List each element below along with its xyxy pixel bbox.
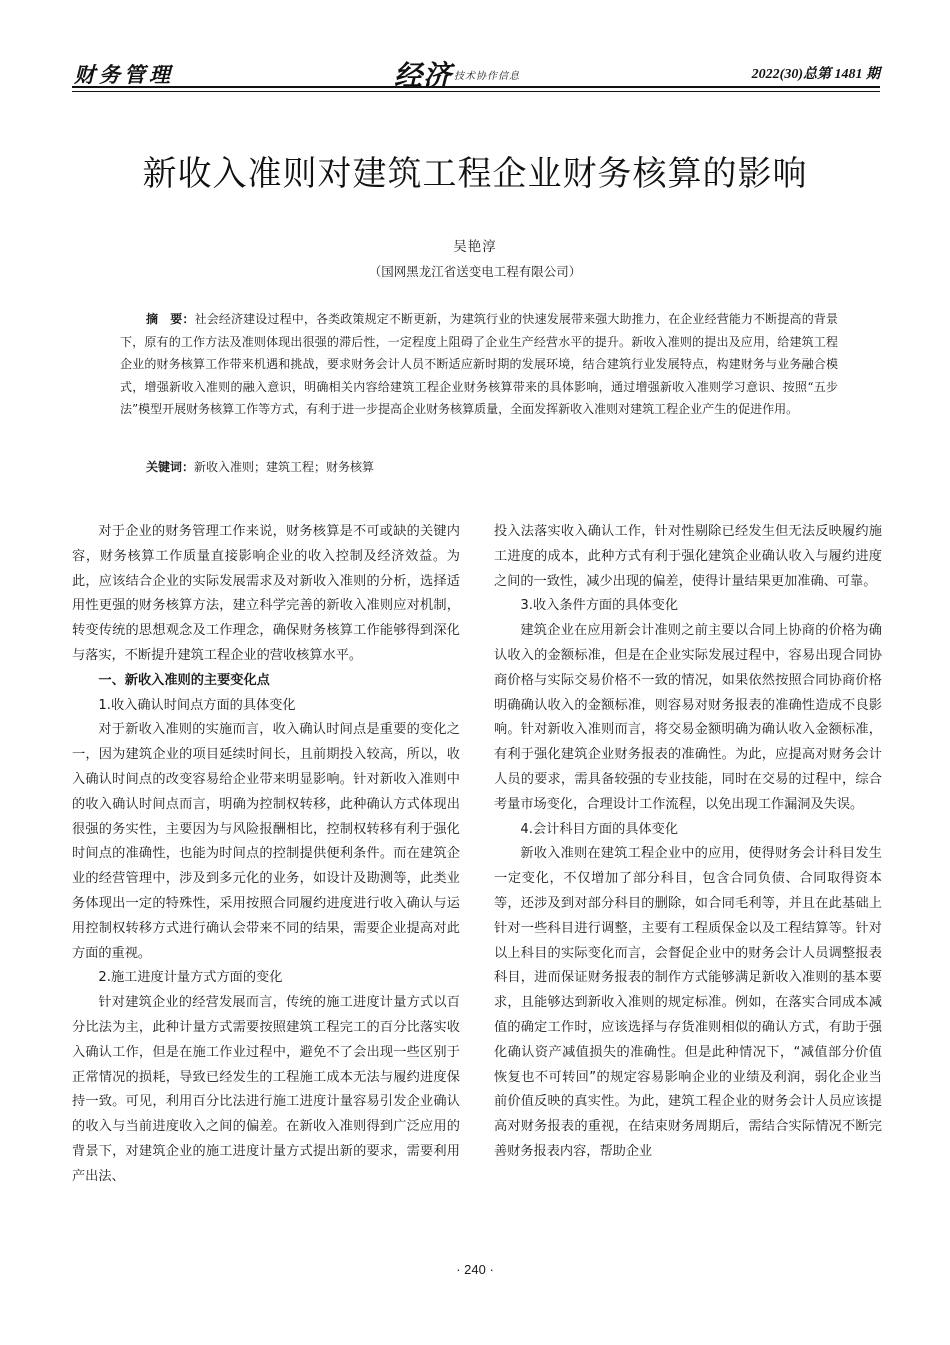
running-header bbox=[72, 56, 880, 92]
subheading-4: 4.会计科目方面的具体变化 bbox=[520, 821, 679, 837]
paragraph-2: 针对建筑企业的经营发展而言，传统的施工进度计量方式以百分比法为主，此种计量方式需要按照建筑工程完工的百分比落实收入确认工作，但是在施工作业过程中，避免不了会出现一些区别于正常情况的损耗，导致已经发生的工程施工成本无法与履约进度保持一致。可见，利用百分比法进行施工进度计量容易引发企业确认的收入与当前进度收入之间的偏差。在新收入准则得到广泛应用的背景下，对建筑企业的施工进度计量方式提出新的要求，需要利用产出法、 bbox=[72, 995, 460, 1184]
intro-paragraph: 对于企业的财务管理工作来说，财务核算是不可或缺的关键内容，财务核算工作质量直接影响企业的收入控制及经济效益。为此，应该结合企业的实际发展需求及对新收入准则的分析，选择适用性更强的财务核算方法，建立科学完善的新收入准则应对机制，转变传统的思想观念及工作理念，确保财务核算工作能够得到深化与落实，不断提升建筑工程企业的营收核算水平。 bbox=[72, 524, 460, 663]
paragraph-4: 新收入准则在建筑工程企业中的应用，使得财务会计科目发生一定变化，不仅增加了部分科目，包含合同负债、合同取得资本等，还涉及到对部分科目的删除，如合同毛利等，并且在此基础上针对一些科目进行调整，主要有工程质保金以及工程结算等。针对以上科目的实际变化而言，会督促企业中的财务会计人员调整报表科目，进而保证财务报表的制作方式能够满足新收入准则的基本要求，且能够达到新收入准则的规定标准。例如，在落实合同成本减值的确定工作时，应该选择与存货准则相似的确认方式，有助于强化确认资产减值损失的准确性。但是此种情况下，“减值部分价值恢复也不可转回”的规定容易影响企业的业绩及利润，弱化企业当前价值反映的真实性。为此，建筑工程企业的财务会计人员应该提高对财务报表的重视，在结束财务周期后，需结合实际情况不断完善财务报表内容，帮助企业 bbox=[494, 846, 882, 1159]
paragraph-1: 对于新收入准则的实施而言，收入确认时间点是重要的变化之一，因为建筑企业的项目延续时间长，且前期投入较高，所以，收入确认时间点的改变容易给企业带来明显影响。针对新收入准则中的收入确认时间点而言，明确为控制权转移，此种确认方式体现出很强的务实性，主要因为与风险报酬相比，控制权转移有利于强化时间点的准确性，也能为时间点的控制提供便利条件。而在建筑企业的经营管理中，涉及到多元化的业务，如设计及勘测等，此类业务体现出一定的特殊性，采用按照合同履约进度进行收入确认与运用控制权转移方式进行确认会带来不同的结果，需要企业提高对此方面的重视。 bbox=[72, 722, 460, 961]
issue-info: 2022(30)总第 1481 期 bbox=[751, 67, 880, 82]
author-affiliation: （国网黑龙江省送变电工程有限公司） bbox=[368, 264, 582, 279]
body-column-right bbox=[494, 520, 882, 1165]
subheading-3: 3.收入条件方面的具体变化 bbox=[520, 598, 679, 614]
keywords-text: 新收入准则；建筑工程；财务核算 bbox=[194, 460, 375, 474]
page-number: · 240 · bbox=[456, 1262, 494, 1277]
article-title: 新收入准则对建筑工程企业财务核算的影响 bbox=[142, 154, 808, 194]
paragraph-2-continued: 投入法落实收入确认工作，针对性剔除已经发生但无法反映履约施工进度的成本，此种方式有利于强化建筑企业确认收入与履约进度之间的一致性，减少出现的偏差，使得计量结果更加准确、可靠。 bbox=[494, 524, 882, 589]
abstract-label: 摘 要： bbox=[146, 312, 195, 326]
abstract bbox=[120, 308, 838, 421]
header-rule-thin bbox=[72, 91, 880, 92]
article-author: 吴艳淳 bbox=[453, 239, 497, 255]
section-name: 财务管理 bbox=[74, 62, 174, 87]
journal-logo: 经济 bbox=[394, 59, 453, 92]
keywords bbox=[146, 458, 374, 475]
keywords-label: 关键词： bbox=[146, 460, 195, 474]
subheading-1: 1.收入确认时间点方面的具体变化 bbox=[98, 697, 296, 713]
section-heading-1: 一、新收入准则的主要变化点 bbox=[98, 672, 270, 688]
paragraph-3: 建筑企业在应用新会计准则之前主要以合同上协商的价格为确认收入的金额标准，但是在企业实际发展过程中，容易出现合同协商价格与实际交易价格不一致的情况，如果依然按照合同协商价格明确确认收入的金额标准，则容易对财务报表的准确性造成不良影响。针对新收入准则而言，将交易金额明确为确认收入金额标准，有利于强化建筑企业财务报表的准确性。为此，应提高对财务会计人员的要求，需具备较强的专业技能，同时在交易的过程中，综合考量市场变化，合理设计工作流程，以免出现工作漏洞及失误。 bbox=[494, 623, 882, 812]
header-rule bbox=[72, 86, 880, 88]
subheading-2: 2.施工进度计量方式方面的变化 bbox=[98, 970, 283, 986]
abstract-text: 社会经济建设过程中，各类政策规定不断更新，为建筑行业的快速发展带来强大助推力，在企业经营能力不断提高的背景下，原有的工作方法及准则体现出很强的滞后性，一定程度上阻碍了企业生产经营水平的提升。新收入准则的提出及应用，给建筑工程企业的财务核算工作带来机遇和挑战，要求财务会计人员不断适应新时期的发展环境，结合建筑行业发展特点，构建财务与业务融合模式，增强新收入准则的融入意识，明确相关内容给建筑工程企业财务核算带来的具体影响，通过增强新收入准则学习意识、按照“五步法”模型开展财务核算工作等方式，有利于进一步提高企业财务核算质量，全面发挥新收入准则对建筑工程企业产生的促进作用。 bbox=[120, 312, 838, 416]
body-column-left bbox=[72, 520, 460, 1190]
journal-subtitle: 技术协作信息 bbox=[454, 71, 520, 82]
